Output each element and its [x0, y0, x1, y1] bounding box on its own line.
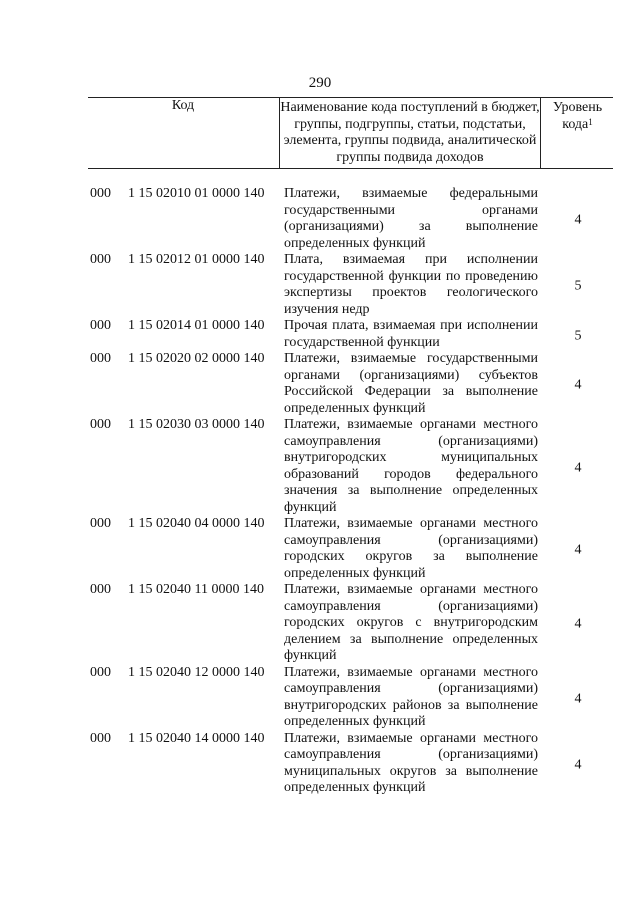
row-code: 1 15 02030 03 0000 140 [128, 417, 265, 432]
table-row [0, 665, 640, 731]
table-row [0, 516, 640, 582]
row-code: 1 15 02040 12 0000 140 [128, 664, 265, 680]
row-level: 4 [574, 542, 582, 558]
table-row [0, 252, 640, 318]
row-level: 4 [574, 212, 582, 228]
table-row [0, 318, 640, 351]
row-name: Платежи, взимаемые государственными органами (организациями) субъектов Российской Федерации за выполнение определенных функций [284, 351, 538, 416]
header-level-label: Уровень кода [552, 100, 603, 132]
row-prefix: 000 [90, 730, 111, 746]
row-prefix: 000 [90, 351, 111, 366]
row-level: 4 [574, 756, 582, 772]
row-name: Платежи, взимаемые органами местного самоуправления (организациями) внутригородских муниципальных образований городов федерального значения за выполнение определенных функций [284, 417, 538, 515]
row-prefix: 000 [90, 664, 111, 680]
table-body [0, 186, 640, 797]
header-code: Код [171, 98, 195, 113]
table-row [0, 417, 640, 516]
header-name: Наименование кода поступлений в бюджет, группы, подгруппы, статьи, подстатьи, элемента, группы подвида, аналитической группы подвида доходов [279, 98, 541, 168]
row-level: 5 [574, 327, 582, 343]
row-code: 1 15 02020 02 0000 140 [128, 351, 265, 366]
table-row [0, 351, 640, 417]
row-prefix: 000 [90, 318, 111, 333]
row-prefix: 000 [90, 417, 111, 432]
row-name: Прочая плата, взимаемая при исполнении государственной функции [284, 318, 538, 350]
page-number: 290 [308, 75, 332, 91]
row-name: Платежи, взимаемые органами местного самоуправления (организациями) внутригородских районов за выполнение определенных функций [284, 664, 538, 729]
row-name: Плата, взимаемая при исполнении государственной функции по проведению экспертизы проектов геологического изучения недр [284, 252, 538, 317]
row-code: 1 15 02040 14 0000 140 [128, 730, 265, 746]
row-prefix: 000 [90, 516, 111, 531]
table-header [88, 97, 613, 169]
table-row [0, 731, 640, 797]
row-level: 4 [574, 377, 582, 393]
table-row [0, 186, 640, 252]
row-name: Платежи, взимаемые органами местного самоуправления (организациями) муниципальных округов за выполнение определенных функций [284, 730, 538, 795]
table-row [0, 582, 640, 665]
row-prefix: 000 [90, 582, 111, 597]
row-level: 4 [574, 690, 582, 706]
row-name: Платежи, взимаемые федеральными государственными органами (организациями) за выполнение определенных функций [284, 186, 538, 251]
row-prefix: 000 [90, 186, 111, 201]
row-level: 5 [574, 278, 582, 294]
row-code: 1 15 02040 11 0000 140 [128, 582, 264, 597]
row-prefix: 000 [90, 252, 111, 267]
row-code: 1 15 02014 01 0000 140 [128, 318, 265, 333]
row-code: 1 15 02010 01 0000 140 [128, 186, 265, 201]
row-code: 1 15 02040 04 0000 140 [128, 516, 265, 531]
row-code: 1 15 02012 01 0000 140 [128, 252, 265, 267]
row-level: 4 [574, 616, 582, 632]
row-level: 4 [574, 459, 582, 475]
header-level-footnote: 1 [588, 116, 593, 127]
row-name: Платежи, взимаемые органами местного самоуправления (организациями) городских округов с внутригородским делением за выполнение определенных функций [284, 582, 538, 663]
header-level [542, 98, 613, 133]
row-name: Платежи, взимаемые органами местного самоуправления (организациями) городских округов за выполнение определенных функций [284, 516, 538, 581]
